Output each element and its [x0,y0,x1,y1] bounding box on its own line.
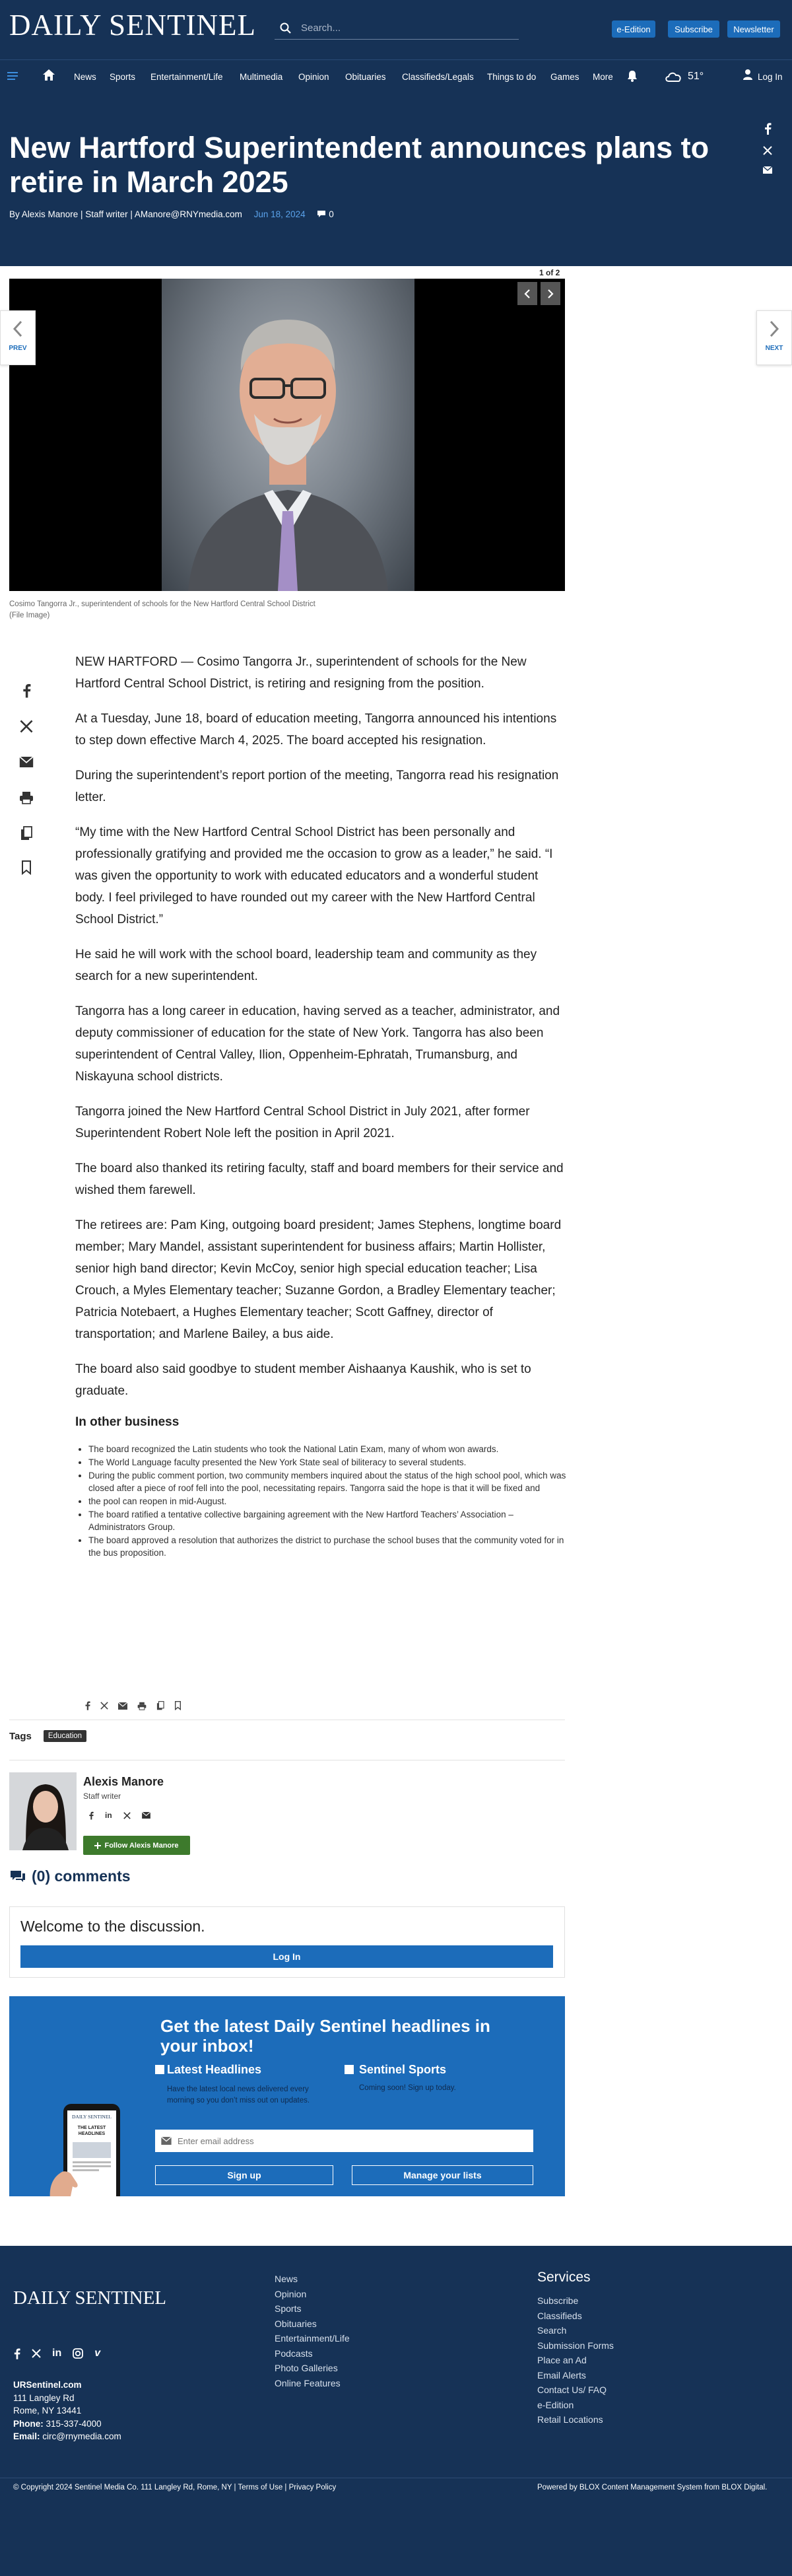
next-label: NEXT [765,345,783,352]
facebook-icon[interactable] [13,2348,20,2359]
footer-logo[interactable]: DAILY SENTINEL [13,2287,166,2309]
comment-count[interactable]: 0 [329,209,334,219]
prev-article-button[interactable] [0,310,36,365]
copy-icon[interactable] [156,1701,164,1710]
chevron-left-icon [524,289,531,298]
article-paragraph: The retirees are: Pam King, outgoing board president; James Stephens, longtime board member; Mary Mandel, assistant superintendent for business affairs; Martin Hollister, senior high band director; Kevin McCoy, senior high special education teacher; Lisa Crouch, a Myles Elementary teacher; Suzanne Gordon, a Bradley Elementary teacher; Patricia Notebaert, a Hughes Elementary teacher; Scott Gaffney, director of transportation; and Marlene Bailey, a bus aide. [75,1218,562,1341]
footer-link-place-ad[interactable]: Place an Ad [537,2355,587,2365]
footer-site-name[interactable]: URSentinel.com [13,2380,82,2390]
nav-news[interactable]: News [74,72,96,82]
headlines-option-desc: Have the latest local news delivered every morning so you don’t miss out on updates. [167,2085,310,2105]
footer-link-e-edition[interactable]: e-Edition [537,2399,574,2410]
e-edition-button[interactable]: e-Edition [612,20,655,38]
tags-label: Tags [9,1730,32,1742]
comment-login-box [9,1906,565,1978]
site-footer [0,2246,792,2576]
footer-contact [13,2379,121,2443]
other-business-list [75,1443,567,1559]
gallery-next-arrow[interactable] [541,282,560,305]
sports-checkbox[interactable] [345,2065,354,2074]
bell-icon[interactable] [627,70,638,82]
footer-services [537,2270,614,2427]
author-avatar[interactable] [9,1772,77,1850]
newsletter-email-input[interactable] [178,2136,508,2146]
nav-opinion[interactable]: Opinion [298,72,329,82]
next-article-button[interactable] [756,310,792,365]
byline-author[interactable]: By Alexis Manore | Staff writer | AManore@RNYmedia.com [9,209,242,219]
newsletter-signup-button[interactable]: Sign up [155,2165,333,2185]
search-input[interactable] [301,22,512,34]
facebook-icon[interactable] [84,1701,90,1710]
nav-things-to-do[interactable]: Things to do [487,72,537,82]
instagram-icon[interactable] [73,2348,83,2359]
subscribe-button[interactable]: Subscribe [668,20,719,38]
newsletter-signup [9,1996,565,2196]
top-header [0,0,792,59]
sports-option-desc: Coming soon! Sign up today. [359,2084,456,2092]
weather-cloud-icon[interactable] [664,68,684,84]
article-paragraph: During the superintendent’s report portion of the meeting, Tangorra read his resignation letter. [75,769,559,804]
list-item: • the pool can reopen in mid-August. [88,1495,567,1508]
footer-sections [275,2272,350,2390]
tags-row [9,1730,86,1742]
phone-text: THE LATEST HEADLINES [77,2126,106,2136]
x-twitter-icon[interactable] [763,146,772,155]
vimeo-icon[interactable]: v [94,2348,101,2359]
site-logo[interactable]: DAILY SENTINEL [9,9,256,42]
list-item: • The World Language faculty presented the New York State seal of biliteracy to several students. [88,1456,567,1469]
author-social [88,1811,150,1820]
gallery-counter: 1 of 2 [539,268,560,277]
email-icon[interactable] [118,1702,127,1710]
footer-email-label: Email: [13,2431,40,2441]
follow-author-button[interactable] [83,1836,190,1855]
share-facebook[interactable] [17,681,36,700]
nav-games[interactable]: Games [550,72,579,82]
list-item: • The board ratified a tentative collective bargaining agreement with the New Hartford Teachers’ Association – Administrators Group. [88,1508,567,1533]
list-item: • The board recognized the Latin students who took the National Latin Exam, many of whom won awards. [88,1443,567,1455]
footer-link-contact[interactable]: Contact Us/ FAQ [537,2385,607,2395]
bookmark-icon [21,860,32,875]
article-paragraph: The board also said goodbye to student member Aishaanya Kaushik, who is set to graduate. [75,1362,531,1398]
email-icon[interactable] [142,1812,150,1819]
footer-link-subscribe[interactable]: Subscribe [537,2295,579,2306]
article-paragraph: “My time with the New Hartford Central School District has been personally and professionally gratifying and provided me the occasion to grow as a leader,” he said. “I was given the opportunity to work with educated educators and a wonderful student body. I feel privileged to have rounded out my career with the New Hartford Central School District.” [75,825,553,926]
footer-link-search[interactable]: Search [537,2325,567,2336]
article-paragraph: NEW HARTFORD — Cosimo Tangorra Jr., superintendent of schools for the New Hartford Central School District, is retiring and resigning from the position. [75,655,527,691]
comments-heading [9,1867,131,1885]
terms-link[interactable]: Terms of Use [238,2484,283,2491]
nav-obituaries[interactable]: Obituaries [345,72,386,82]
footer-link-podcasts[interactable]: Podcasts [275,2348,313,2359]
footer-address-1: 111 Langley Rd [13,2392,75,2403]
bottom-share-row [84,1701,182,1710]
footer-link-submission-forms[interactable]: Submission Forms [537,2340,614,2351]
article-paragraph: He said he will work with the school board, leadership team and community as they search for a new superintendent. [75,948,537,983]
x-twitter-icon[interactable] [32,2349,41,2358]
caption-credit: (File Image) [9,611,50,619]
footer-link-retail[interactable]: Retail Locations [537,2414,603,2425]
share-email[interactable] [17,753,36,771]
sports-option-title: Sentinel Sports [359,2063,447,2076]
print-icon [19,791,34,804]
footer-link-news[interactable]: News [275,2274,298,2284]
footer-link-photo-galleries[interactable]: Photo Galleries [275,2363,338,2373]
linkedin-icon[interactable]: in [52,2348,62,2359]
copyright-text: © Copyright 2024 Sentinel Media Co. 111 Langley Rd, Rome, NY [13,2484,232,2491]
publish-date: Jun 18, 2024 [253,209,306,219]
home-icon[interactable] [42,69,55,81]
share-bookmark[interactable] [17,858,36,877]
comment-login-button[interactable]: Log In [20,1945,553,1968]
article-paragraph: Tangorra joined the New Hartford Central School District in July 2021, after former Superintendent Robert Nole left the position in April 2021. [75,1105,530,1140]
footer-link-email-alerts[interactable]: Email Alerts [537,2369,586,2381]
email-icon [161,2137,172,2145]
user-icon[interactable] [742,69,753,81]
footer-link-classifieds[interactable]: Classifieds [537,2310,582,2321]
newsletter-email-field[interactable] [155,2130,533,2152]
article-paragraph: Tangorra has a long career in education, having served as a teacher, administrator, and deputy commissioner of education for the state of New York. Tangorra has also been superintendent of Central Valley, Ilion, Oppenheim-Ephratah, Trumansburg, and Niskayuna school districts. [75,1004,560,1084]
x-twitter-icon[interactable] [123,1812,131,1819]
chevron-left-icon [13,320,23,337]
article-title: New Hartford Superintendent announces plans to retire in March 2025 [9,131,710,199]
weather-temp[interactable]: 51° [688,71,704,82]
photo-caption [9,599,565,621]
headlines-checkbox[interactable] [155,2065,164,2074]
byline [9,209,334,219]
powered-by[interactable]: Powered by BLOX Content Management System from BLOX Digital. [537,2484,768,2491]
article-photo[interactable] [9,279,565,591]
footer-address-2: Rome, NY 13441 [13,2406,82,2416]
nav-classifieds[interactable]: Classifieds/Legals [402,72,474,82]
bookmark-icon[interactable] [174,1701,182,1710]
phone-logo: DAILY SENTINEL [72,2114,112,2120]
email-icon[interactable] [763,166,772,174]
share-copy[interactable] [17,824,36,843]
footer-phone[interactable]: 315-337-4000 [46,2418,102,2429]
footer-social [13,2348,100,2359]
author-role: Staff writer [83,1792,121,1801]
nav-entertainment[interactable]: Entertainment/Life [150,72,223,82]
search-box[interactable] [275,17,519,40]
facebook-icon [22,683,31,698]
article-body [75,651,567,1560]
nav-more[interactable]: More [593,72,613,82]
footer-legal: © Copyright 2024 Sentinel Media Co. 111 Langley Rd, Rome, NY | Terms of Use | Privacy Policy [13,2484,337,2491]
footer-link-entertainment[interactable]: Entertainment/Life [275,2333,350,2344]
plus-icon [94,1842,101,1849]
search-icon[interactable] [280,22,292,34]
list-item: • The board approved a resolution that authorizes the district to purchase the school buses that the community voted for in the bus proposition. [88,1534,567,1559]
share-x[interactable] [17,717,36,736]
follow-label: Follow Alexis Manore [104,1841,179,1850]
prev-label: PREV [9,345,27,352]
discussion-welcome: Welcome to the discussion. [20,1918,205,1935]
article-paragraph: At a Tuesday, June 18, board of education meeting, Tangorra announced his intentions to step down effective March 4, 2025. The board accepted his resignation. [75,712,557,748]
x-twitter-icon [20,720,33,733]
nav-multimedia[interactable]: Multimedia [240,72,283,82]
privacy-link[interactable]: Privacy Policy [288,2484,337,2491]
print-icon[interactable] [137,1702,147,1710]
article-paragraph: The board also thanked its retiring faculty, staff and board members for their service and wished them farewell. [75,1162,564,1197]
manage-lists-button[interactable]: Manage your lists [352,2165,533,2185]
footer-link-obituaries[interactable]: Obituaries [275,2318,317,2329]
nav-sports[interactable]: Sports [110,72,136,82]
login-link[interactable]: Log In [758,72,783,82]
comments-icon [9,1869,26,1884]
footer-link-online-features[interactable]: Online Features [275,2377,341,2388]
share-print[interactable] [17,788,36,807]
comment-count-icon[interactable] [317,210,326,218]
article-hero [0,93,792,266]
headlines-option-title: Latest Headlines [167,2063,262,2076]
facebook-icon[interactable] [88,1811,94,1820]
tag-education[interactable]: Education [44,1730,86,1742]
linkedin-icon[interactable]: in [105,1811,112,1820]
gallery-prev-arrow[interactable] [517,282,537,305]
email-icon [19,757,34,767]
facebook-icon[interactable] [764,123,772,135]
chevron-right-icon [769,320,779,337]
footer-email[interactable]: circ@rnymedia.com [42,2431,121,2441]
newsletter-heading: Get the latest Daily Sentinel headlines in your inbox! [160,2016,490,2056]
comments-count-title: (0) comments [32,1867,131,1885]
portrait-image [162,279,414,591]
author-name[interactable]: Alexis Manore [83,1775,164,1788]
services-heading: Services [537,2270,591,2285]
menu-icon[interactable] [7,70,18,82]
list-item: • During the public comment portion, two community members inquired about the status of the high school pool, which was closed after a piece of roof fell into the pool, necessitating repairs. Tangorra said the hope is that it will be fixed and [88,1469,567,1494]
footer-phone-label: Phone: [13,2418,44,2429]
hand-illustration [48,2160,81,2196]
footer-link-opinion[interactable]: Opinion [275,2288,307,2299]
footer-link-sports[interactable]: Sports [275,2303,302,2314]
copy-icon [20,826,32,841]
x-twitter-icon[interactable] [100,1702,108,1710]
other-business-heading: In other business [75,1415,180,1429]
newsletter-button[interactable]: Newsletter [727,20,780,38]
main-nav [0,59,792,93]
caption-text: Cosimo Tangorra Jr., superintendent of schools for the New Hartford Central School District [9,600,315,608]
chevron-right-icon [547,289,554,298]
